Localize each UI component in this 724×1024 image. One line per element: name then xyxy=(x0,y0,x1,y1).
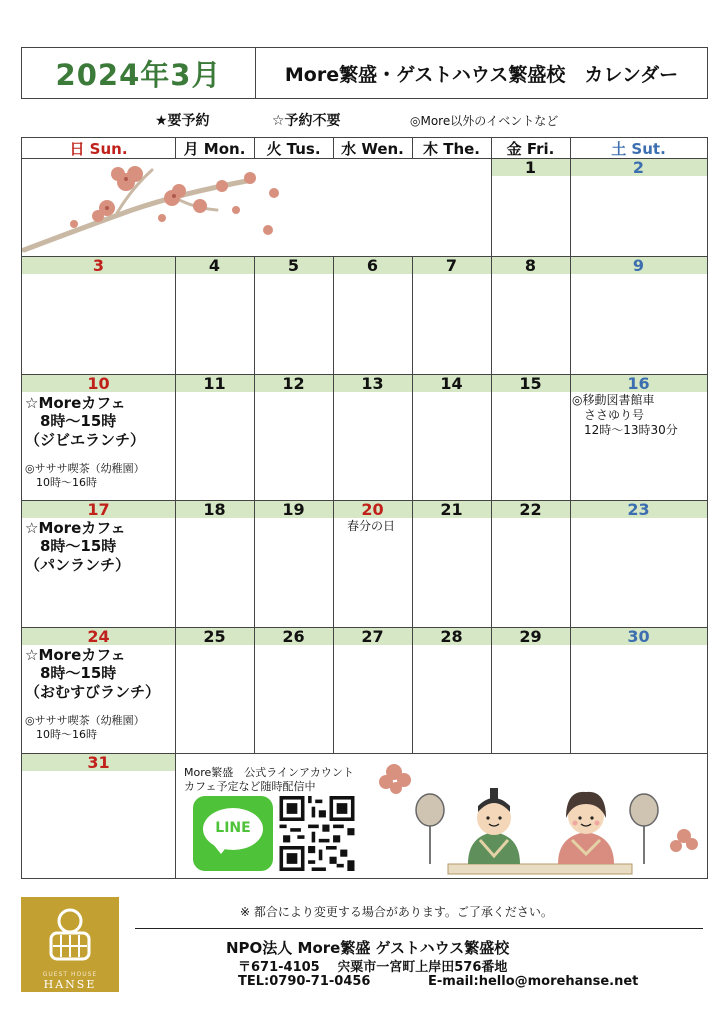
calendar-header xyxy=(21,47,708,99)
date-24: 24 xyxy=(87,626,110,646)
weekday-friday: 金 Fri. xyxy=(506,139,555,158)
weekday-saturday: 土 Sut. xyxy=(611,139,666,158)
date-14: 14 xyxy=(440,373,463,393)
line-icon-label: LINE xyxy=(215,820,251,836)
date-22: 22 xyxy=(519,499,542,519)
holiday-label-20: 春分の日 xyxy=(347,519,396,533)
date-15: 15 xyxy=(519,373,542,393)
hina-dolls-icon xyxy=(372,760,706,878)
weekday-wednesday: 水 Wen. xyxy=(341,139,404,158)
date-31: 31 xyxy=(87,752,110,772)
telephone: TEL:0790-71-0456 xyxy=(238,974,371,989)
hanse-logo-icon xyxy=(21,897,119,992)
event-more-cafe-17: ☆Moreカフェ 8時～15時 （パンランチ） xyxy=(25,519,131,574)
column-divider xyxy=(491,500,492,627)
column-divider xyxy=(412,374,413,500)
event-sasasa-cafe-24: ◎サササ喫茶（幼稚園） 10時～16時 xyxy=(25,714,145,741)
column-divider xyxy=(570,500,571,627)
weekday-sunday: 日 Sun. xyxy=(69,139,128,158)
column-divider xyxy=(254,627,255,753)
event-more-cafe-24: ☆Moreカフェ 8時～15時 （おむすびランチ） xyxy=(25,646,161,701)
change-notice: ※ 都合により変更する場合があります。ご了承ください。 xyxy=(240,905,553,919)
date-9: 9 xyxy=(632,255,645,275)
logo-subtext: GUEST HOUSE xyxy=(42,971,98,978)
date-12: 12 xyxy=(282,373,305,393)
qr-code-icon[interactable] xyxy=(277,796,357,871)
column-divider xyxy=(175,627,176,753)
postal-address: 〒671-4105 宍粟市一宮町上岸田576番地 xyxy=(238,960,508,975)
date-19: 19 xyxy=(282,499,305,519)
line-app-icon[interactable] xyxy=(193,796,273,871)
date-28: 28 xyxy=(440,626,463,646)
date-21: 21 xyxy=(440,499,463,519)
basket-emblem-icon xyxy=(45,907,95,967)
legend-reserved: ★要予約 xyxy=(155,113,210,129)
organization-name: NPO法人 More繁盛 ゲストハウス繁盛校 xyxy=(226,939,510,957)
date-10: 10 xyxy=(87,373,110,393)
column-divider xyxy=(412,500,413,627)
date-1: 1 xyxy=(524,157,537,177)
footer-divider xyxy=(135,928,703,929)
event-more-cafe-10: ☆Moreカフェ 8時～15時 （ジビエランチ） xyxy=(25,394,146,449)
column-divider xyxy=(412,627,413,753)
date-3: 3 xyxy=(92,255,105,275)
date-4: 4 xyxy=(208,255,221,275)
column-divider xyxy=(491,627,492,753)
calendar-grid xyxy=(21,137,708,879)
column-divider xyxy=(570,374,571,500)
legend-no-reservation: ☆予約不要 xyxy=(272,113,341,129)
legend-other-events: ◎More以外のイベントなど xyxy=(410,114,559,128)
date-5: 5 xyxy=(287,255,300,275)
date-7: 7 xyxy=(445,255,458,275)
logo-name: HANSE xyxy=(43,978,97,991)
date-18: 18 xyxy=(203,499,226,519)
column-divider xyxy=(491,374,492,500)
column-divider xyxy=(254,500,255,627)
column-divider xyxy=(570,627,571,753)
column-divider xyxy=(333,374,334,500)
column-divider xyxy=(175,500,176,627)
column-divider xyxy=(333,500,334,627)
event-sasasa-cafe-10: ◎サササ喫茶（幼稚園） 10時～16時 xyxy=(25,462,145,489)
column-divider xyxy=(254,374,255,500)
date-13: 13 xyxy=(361,373,384,393)
date-29: 29 xyxy=(519,626,542,646)
email-address: E-mail:hello@morehanse.net xyxy=(428,974,639,989)
column-divider xyxy=(175,753,176,878)
weekday-thursday: 木 The. xyxy=(422,139,480,158)
date-26: 26 xyxy=(282,626,305,646)
weekday-monday: 月 Mon. xyxy=(183,139,246,158)
date-17: 17 xyxy=(87,499,110,519)
date-16: 16 xyxy=(627,373,650,393)
calendar-title: More繁盛・ゲストハウス繁盛校 カレンダー xyxy=(284,63,679,86)
date-23: 23 xyxy=(627,499,650,519)
line-account-text: More繁盛 公式ラインアカウント xyxy=(184,766,354,779)
column-divider xyxy=(175,374,176,500)
date-6: 6 xyxy=(366,255,379,275)
date-2: 2 xyxy=(632,157,645,177)
date-11: 11 xyxy=(203,373,226,393)
date-27: 27 xyxy=(361,626,384,646)
weekday-tuesday: 火 Tus. xyxy=(266,139,321,158)
month-title: 2024年3月 xyxy=(22,48,256,98)
event-mobile-library-16: ◎移動図書館車 ささゆり号 12時～13時30分 xyxy=(572,393,678,437)
line-delivery-text: カフェ予定など随時配信中 xyxy=(184,780,316,793)
column-divider xyxy=(333,627,334,753)
plum-blossom-branch-icon xyxy=(22,158,287,256)
date-8: 8 xyxy=(524,255,537,275)
date-25: 25 xyxy=(203,626,226,646)
date-30: 30 xyxy=(627,626,650,646)
date-20: 20 xyxy=(361,499,384,519)
